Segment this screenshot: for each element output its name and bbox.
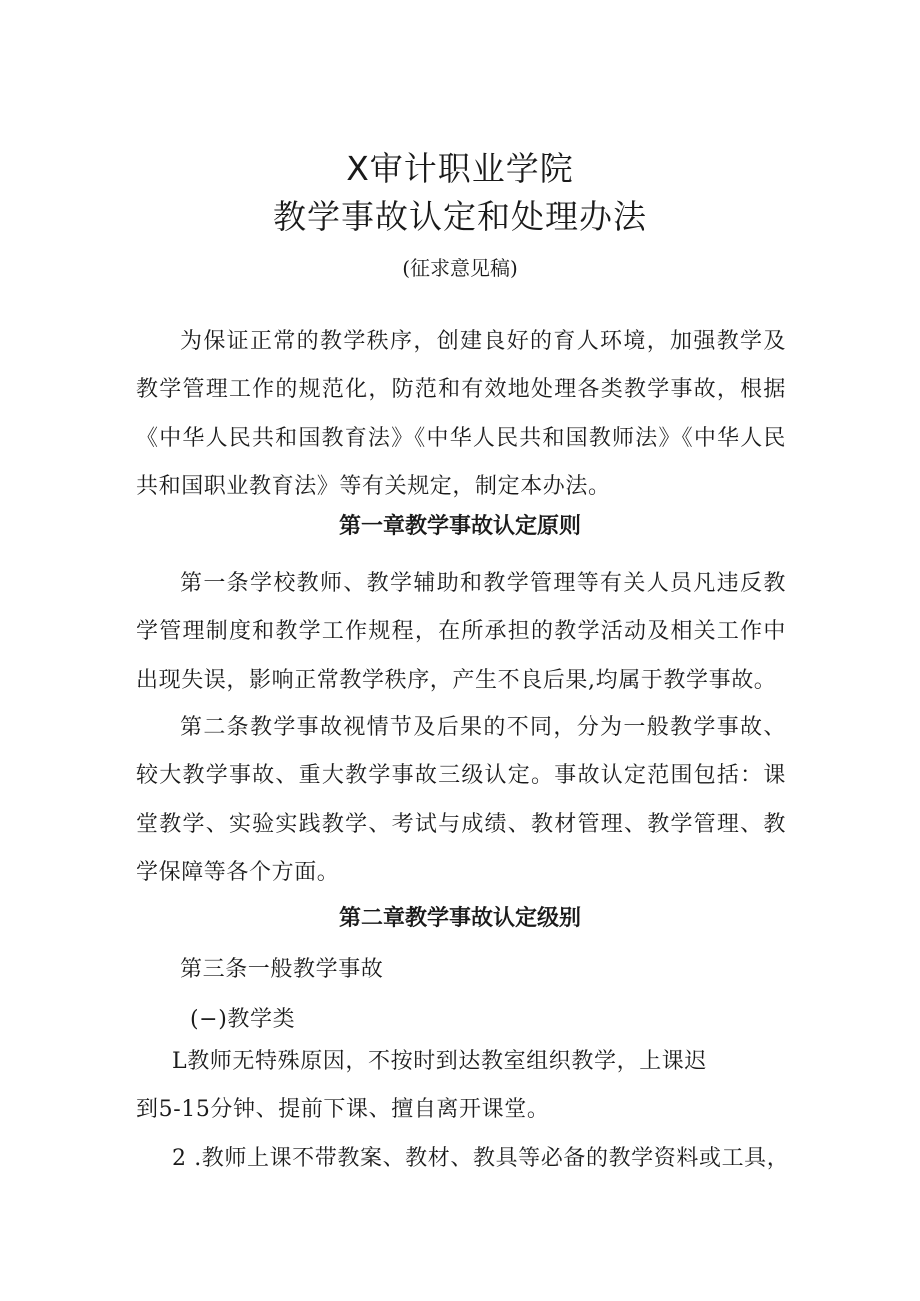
article3-heading: 第三条一般教学事故 xyxy=(180,957,384,982)
chapter2-heading: 第二章教学事故认定级别 xyxy=(338,906,581,931)
intro-paragraph: 为保证正常的教学秩序，创建良好的育人环境，加强教学及教学管理工作的规范化，防范和有效地处理各类教学事故，根据《中华人民共和国教育法》《中华人民共和国教师法》《中华人民共和国职业教育法》等有关规定，制定本办法。 xyxy=(136,329,786,499)
item1-line2: 到5-15分钟、提前下课、擅自离开课堂。 xyxy=(136,1097,550,1122)
item2-line: 2 .教师上课不带教案、教材、教具等必备的教学资料或工具， xyxy=(172,1146,790,1171)
document-title-line1: X审计职业学院 xyxy=(346,149,574,188)
item1-line1: L教师无特殊原因，不按时到达教室组织教学，上课迟 xyxy=(172,1049,708,1074)
article2-paragraph: 第二条教学事故视情节及后果的不同，分为一般教学事故、较大教学事故、重大教学事故三级认定。事故认定范围包括：课堂教学、实验实践教学、考试与成绩、教材管理、教学管理、教学保障等各个方面。 xyxy=(136,715,786,885)
document-subtitle: (征求意见稿) xyxy=(402,256,518,280)
category-teaching: (−)教学类 xyxy=(190,1007,296,1032)
chapter1-heading: 第一章教学事故认定原则 xyxy=(338,514,581,539)
document-title-line2: 教学事故认定和处理办法 xyxy=(273,197,647,236)
article1-paragraph: 第一条学校教师、教学辅助和教学管理等有关人员凡违反教学管理制度和教学工作规程，在所承担的教学活动及相关工作中出现失误，影响正常教学秩序，产生不良后果,均属于教学事故。 xyxy=(136,571,786,693)
